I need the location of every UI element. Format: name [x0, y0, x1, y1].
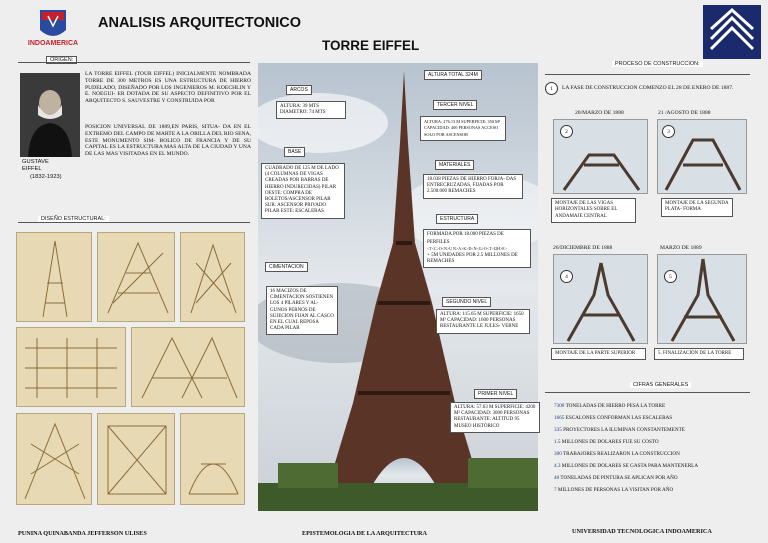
cifras-line	[545, 392, 750, 393]
blueprint-plate	[16, 413, 92, 505]
step-number-3: 3	[662, 125, 675, 138]
step-2-caption: MONTAJE DE LAS VIGAS HORIZONTALES SOBRE EL ANDAMAJE CENTRAL	[551, 198, 636, 223]
tercer-nivel-label: TERCER NIVEL	[433, 100, 477, 110]
footer-university: UNIVERSIDAD TECNOLOGICA INDOAMERICA	[572, 528, 712, 535]
portrait-years: (1832-1923)	[30, 174, 62, 180]
footer-author: PUNINA QUINABANDA JEFFERSON ULISES	[18, 530, 147, 537]
estructura-text-4: + 5M UNIDADES POR 2.5 MILLONES DE REMACHES	[427, 252, 518, 264]
step-3-date: 21 /AGOSTO DE 1888	[658, 110, 711, 116]
origen-label: ORIGEN:	[46, 56, 77, 64]
origen-paragraph-1: LA TORRE EIFFEL (TOUR EIFFEL) INICIALMENTE NOMBRADA TORRE DE 300 METROS ES UNA ESTRUCTURA DE HIERRO PUDELADO, DISEÑADO POR LOS INGENIEROS M. KOECHLIN Y E. NOEGUI- ER DOTADA DE SU ASPECTO DEFINITIVO POR EL ARQUITECTO S. SAUVESTRE Y CONSTRUIDA POR	[85, 71, 251, 105]
cifra-item: 40 TONELADAS DE PINTURA SE APLICAN POR AÑO	[554, 475, 678, 481]
altura-total-label: ALTURA TOTAL 324M	[424, 70, 482, 80]
blueprint-plate	[180, 413, 245, 505]
estructura-text-3: <T<C>O<N>U N>A>K>D<N<G>O<T>I2H>E>	[427, 246, 507, 252]
cifra-item: 7 MILLONES DE PERSONAS LA VISITAN POR AÑO	[554, 487, 674, 493]
step-2-date: 20/MARZO DE 1888	[575, 110, 624, 116]
primer-nivel-label: PRIMER NIVEL	[474, 389, 517, 399]
cifra-item: 1.5 MILLONES DE DOLARES FUE SU COSTO	[554, 439, 659, 445]
step-number-1: 1	[545, 82, 558, 95]
university-logo	[18, 6, 88, 54]
tercer-nivel-info: ALTURA: 276.13 M SUPERFICIE: 350 M² CAPACIDAD: 400 PERSONAS ACCESO SOLO POR ASCENSOR	[420, 116, 506, 141]
eiffel-portrait	[20, 73, 80, 157]
materiales-info: 18.038 PIEZAS DE HIERRO FORJA- DAS ENTRECRUZADAS, FIJADAS POR 2.500.000 REMACHES	[423, 174, 523, 199]
materiales-label: MATERIALES	[435, 160, 474, 170]
construction-photo-4	[553, 254, 648, 344]
origen-paragraph-2: POSICION UNIVERSAL DE 1889,EN PARIS, SITUA- DA EN EL EXTREMO DEL CAMPO DE MARTE A LA ORILLA DEL RIO SENA, ESTE MONUMENTO SIM- BOLICO DE FRANCIA Y DE SU CAPITAL ES LA ESTRUCTURA MAS ALTA DE LA CIUDAD Y UNA DE LAS MAS VISITADAS EN EL MUNDO.	[85, 124, 251, 158]
footer-course: EPISTEMOLOGIA DE LA ARQUITECTURA	[302, 530, 427, 537]
cimentacion-label: CIMENTACION	[265, 262, 308, 272]
step-4-date: 26/DICIEMBRE DE 1888	[553, 245, 613, 251]
diseno-label: DISEÑO ESTRUCTURAL:	[38, 216, 109, 222]
primer-nivel-info: ALTURA: 57.63 M SUPERFICIE: 4200 M² CAPACIDAD: 3000 PERSONAS RESTAURANTE: ALTITUD 95 MUSEO HISTÓRICO	[450, 402, 540, 433]
logo-brand-text: INDOAMERICA	[27, 40, 79, 47]
cifra-item: 1665 ESCALONES CONFORMAN LAS ESCALERAS	[554, 415, 673, 421]
arcos-label: ARCOS	[286, 85, 312, 95]
estructura-text-1: FORMADA POR 18.000 PIEZAS DE	[427, 232, 504, 237]
blueprint-plate	[97, 232, 175, 322]
segundo-nivel-label: SEGUNDO NIVEL	[442, 297, 491, 307]
blueprint-plate	[180, 232, 245, 322]
construction-photo-5	[657, 254, 747, 344]
estructura-text-2: PERFILES	[427, 240, 450, 246]
proceso-intro: LA FASE DE CONSTRUCCION COMENZO EL 28 DE ENERO DE 1887.	[562, 85, 734, 91]
step-number-4: 4	[560, 270, 573, 283]
segundo-nivel-info: ALTURA: 115.65 M SUPERFICIE: 1650 M² CAPACIDAD: 1600 PERSONAS RESTAURANTE LE JULES- VERNE	[436, 309, 530, 334]
cifra-item: 7300 TONELADAS DE HIERRO PESA LA TORRE	[554, 403, 666, 409]
blueprint-plate	[16, 232, 92, 322]
base-label: BASE	[284, 147, 305, 157]
cifra-item: 4.3 MILLONES DE DOLARES SE GASTA PARA MANTENERLA	[554, 463, 699, 469]
diseno-line	[18, 222, 250, 223]
step-number-2: 2	[560, 125, 573, 138]
estructura-info	[423, 229, 531, 268]
portrait-name: GUSTAVE EIFFEL	[22, 159, 49, 172]
page-title: ANALISIS ARQUITECTONICO	[98, 15, 302, 31]
estructura-label: ESTRUCTURA	[436, 214, 478, 224]
step-number-5: 5	[664, 270, 677, 283]
step-5-date: MARZO DE 1889	[660, 245, 702, 251]
cifra-item: 300 TRABAJORES REALIZARON LA CONSTRUCCION	[554, 451, 680, 457]
proceso-label: PROCESO DE CONSTRUCCION:	[612, 61, 703, 67]
cifra-item: 335 PROYECTORES LA ILUMINAN CONSTANTEMENTE	[554, 427, 685, 433]
cifras-label: CIFRAS GENERALES	[630, 382, 691, 388]
blueprint-plate	[16, 327, 126, 407]
base-info: CUADRADO DE 125 M DE LADO (4 COLUMNAS DE VIGAS CREADAS POR BARRAS DE HIERRO INDURECIDAS) PILAR OESTE: COMPRA DE BOLETOS/ASCENSOR PILAR SUR: ASCENSOR PRIVADO PILAR ESTE: ESCALERAS	[261, 163, 345, 219]
step-4-caption: MONTAJE DE LA PARTE SUPERIOR	[551, 348, 646, 360]
chevron-logo-icon	[703, 5, 761, 59]
proceso-line	[545, 74, 750, 75]
origen-frame	[18, 62, 250, 63]
step-3-caption: MONTAJE DE LA SEGUNDA PLATA- FORMA	[661, 198, 733, 217]
page-subtitle: TORRE EIFFEL	[322, 38, 420, 53]
blueprint-plate	[131, 327, 245, 407]
blueprint-plate	[97, 413, 175, 505]
arcos-info: ALTURA: 39 MTS DIAMETRO: 74 MTS	[276, 101, 346, 119]
step-5-caption: 5. FINALIZACION DE LA TORRE	[654, 348, 744, 360]
cimentacion-info: 16 MACIZOS DE CIMENTACION SOSTIENEN LOS 4 PILARES Y AL- GUNOS PERNOS DE SUJECION FIJAN AL CASCO EN EL CUAL REPOSA CADA PILAR	[266, 286, 338, 335]
